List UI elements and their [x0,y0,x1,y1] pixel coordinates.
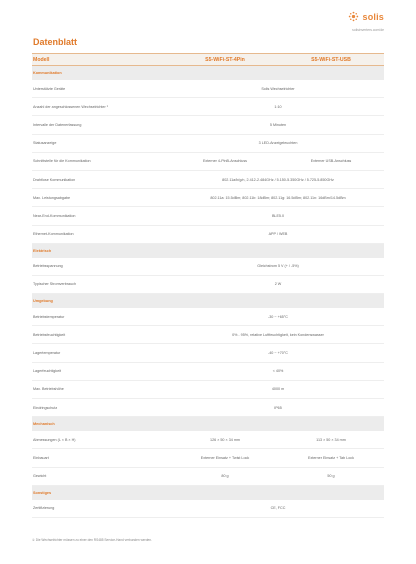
row-label: Unterstützte Geräte [33,86,66,91]
row-label: Drahtlose Kommunikation [33,177,76,182]
table-row [32,363,384,381]
table-row [32,189,384,207]
footnote: ① Die Wechselrichter müssen zu einer den RS485 Service-Hand verbunden werden. [32,538,152,542]
row-label: Statusanzeige [33,141,57,146]
row-value-a: 126 × 50 × 34 mm [210,437,240,442]
row-value: Solis Wechselrichter [261,86,295,91]
row-value: 3 LED-Anzeigeleuchten [258,141,298,146]
table-row [32,98,384,116]
row-label: Max. Leistungsabgabe [33,195,71,200]
datasheet-table [32,53,384,518]
row-label: Lagerfeuchtigkeit [33,369,62,374]
row-label: Zertifizierung [33,506,55,511]
page-title: Datenblatt [33,37,78,47]
row-value-a: Externer Einsatz + Twist Lock [200,455,250,460]
sun-icon [348,11,359,22]
table-row [32,135,384,153]
brand-logo [348,11,384,22]
table-row [32,80,384,98]
row-value-b: 113 × 50 × 34 mm [316,437,346,442]
row-value: BLE5.0 [271,213,285,218]
table-row [32,431,384,449]
row-label: Abmessungen (L × B × H) [33,437,76,442]
table-row [32,226,384,244]
row-label: Max. Betriebshöhe [33,387,64,392]
section-header [32,417,384,431]
header-model-a: S5-WiFi-ST-4Pin [205,56,245,63]
table-row [32,258,384,276]
row-label: Eindringschutz [33,405,58,410]
table-row [32,153,384,171]
row-label: Einbauart [33,455,49,460]
row-value: Gleichstrom 5 V (+ / -5%) [257,264,299,269]
row-label: Ethernet-Kommunikation [33,232,74,237]
row-value-b: Externer Einsatz + Tab Lock [308,455,354,460]
table-row [32,399,384,417]
table-row [32,116,384,134]
row-value-a: 80 g [221,474,229,479]
row-value: 5 Minuten [269,122,287,127]
header-model-b: S5-WiFi-ST-USB [311,56,351,63]
table-row [32,449,384,467]
brand-url[interactable]: solisinverters.com/de [352,28,384,32]
row-label: Typischer Stromverbrauch [33,282,77,287]
table-row [32,500,384,518]
table-row [32,308,384,326]
row-value: APP / WEB [268,232,288,237]
brand-name: solis [362,11,384,22]
row-value: 0% - 95%, relative Luftfeuchtigkeit, kein Kondenswasser [232,332,324,337]
header-label: Modell [33,56,50,63]
row-value-b: 50 g [327,474,335,479]
section-title: Mechanisch [33,422,55,427]
row-value: 1:10 [274,104,282,109]
section-title: Kommunikation [33,71,62,75]
row-value: -30 ~ +65°C [268,314,288,319]
row-value: 2 W [274,282,282,287]
row-label: Betriebsspannung [33,264,63,269]
section-header [32,244,384,258]
row-label: Intervalle der Datenerfassung [33,122,82,127]
row-value: -40 ~ +70°C [268,351,288,356]
table-row [32,326,384,344]
row-value: 802.11a: 15.5dBm; 802.11b: 18dBm; 802.11g: 16.5dBm; 802.11n: 16dBm/14.5dBm [210,195,346,200]
row-label: Schnittstelle für die Kommunikation [33,159,91,164]
row-value: 802.11a/b/g/n, 2.412-2.484GHz / 5.150-5.350GHz / 5.725-5.850GHz [222,177,334,182]
row-label: Gewicht [33,474,47,479]
row-label: Betriebstemperatur [33,314,65,319]
table-row [32,207,384,225]
table-header [32,53,384,66]
table-row [32,171,384,189]
section-title: Sonstiges [33,490,52,495]
row-value: IP65 [274,405,282,410]
row-value-b: Externer USB-Anschluss [310,159,352,164]
row-value: CE, FCC [270,506,286,511]
row-label: Near-End-Kommunikation [33,213,76,218]
table-row [32,344,384,362]
section-header [32,486,384,500]
table-row [32,381,384,399]
section-header [32,294,384,308]
section-title: Umgebung [33,299,53,304]
section-header [32,66,384,80]
table-row [32,276,384,294]
row-value: < 40% [272,369,284,374]
table-row [32,468,384,486]
row-value-a: Externer 4-PinB-Anschluss [202,159,248,164]
row-label: Betriebsfeuchtigkeit [33,332,66,337]
row-label: Anzahl der angeschlossenen Wechselrichter ¹ [33,104,108,109]
row-label: Lagertemperatur [33,351,61,356]
row-value: 4000 m [271,387,285,392]
section-title: Elektrisch [33,248,52,253]
